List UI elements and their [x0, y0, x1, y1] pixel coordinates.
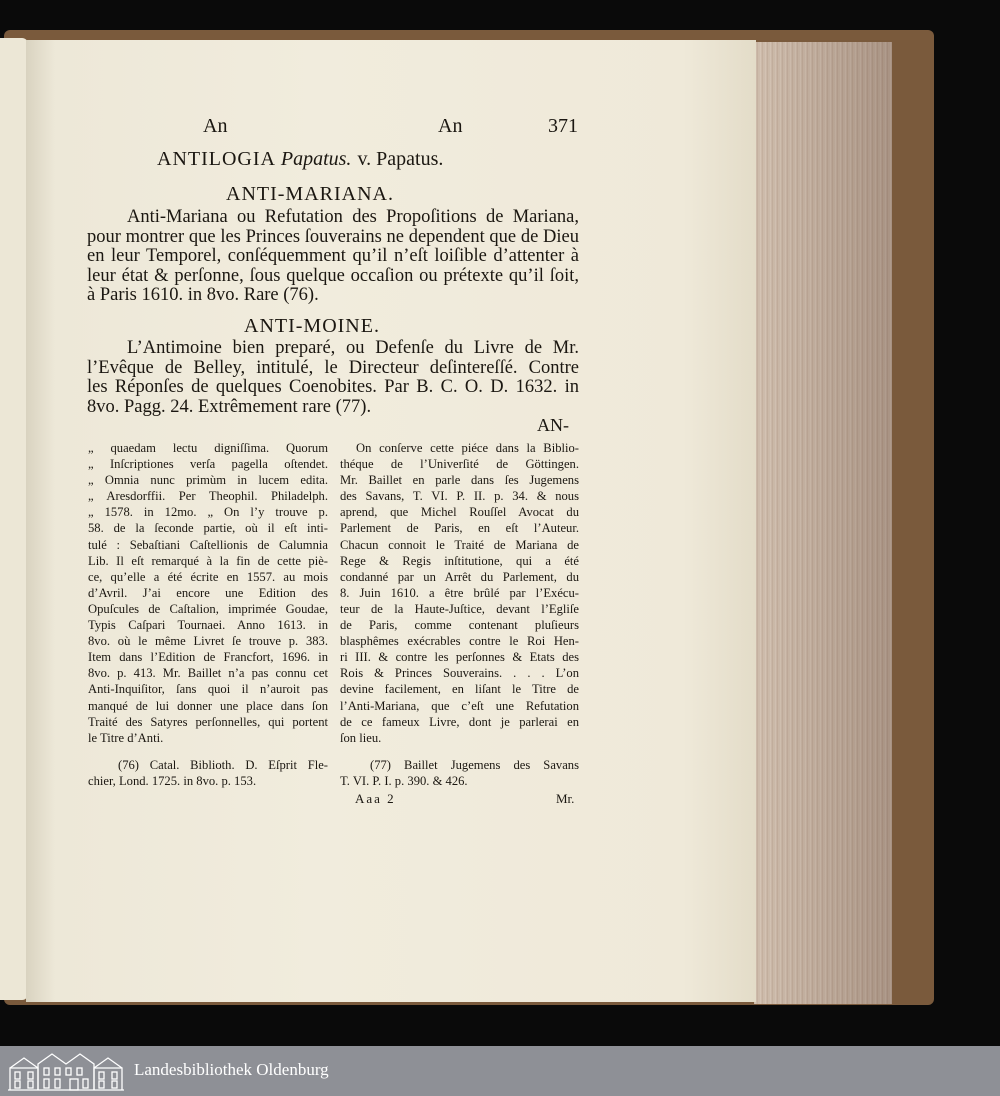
- note-line: chier, Lond. 1725. in 8vo. p. 153.: [88, 774, 257, 789]
- note-line: devine facilement, en liſant le Titre de: [340, 682, 579, 697]
- note-line: 58. de la ſeconde partie, où il eſt inti-: [88, 521, 328, 536]
- page-number: 371: [548, 115, 578, 137]
- body-line: à Paris 1610. in 8vo. Rare (76).: [87, 285, 319, 305]
- entry-antilogia-name: ANTILOGIA: [157, 148, 275, 170]
- left-page-edge: [0, 38, 28, 1000]
- note-line: „ Aresdorffii. Per Theophil. Philadelph.: [88, 489, 328, 504]
- note-line: Item dans l’Edition de Francfort, 1696. in: [88, 650, 328, 665]
- note-line: ce, qu’elle a été écrite en 1557. au mois: [88, 569, 328, 584]
- note-line: 8. Juin 1610. a être brûlé par l’Exécu-: [340, 585, 579, 600]
- running-head-left: An: [203, 115, 228, 137]
- body-line: l’Evêque de Belley, intitulé, le Directeur deſintereſſé. Contre: [87, 357, 579, 378]
- body-line: leur état & perſonne, ſous quelque occaſion ou prétexte qu’il ſoit,: [87, 265, 579, 286]
- library-building-icon: [8, 1050, 124, 1092]
- signature-mark: Aaa 2: [355, 791, 396, 806]
- note-line: blasphêmes exécrables contre le Roi Hen-: [340, 634, 579, 649]
- entry-antimoine-title: ANTI-MOINE.: [244, 315, 380, 337]
- entry-antilogia-rest: v. Papatus.: [357, 148, 444, 170]
- note-line: manqué de lui donner une place dans ſon: [88, 698, 328, 713]
- page-block-edge: [754, 42, 892, 1004]
- note-line: des Savans, T. VI. P. II. p. 34. & nous: [340, 489, 579, 504]
- running-head-center: An: [438, 115, 463, 137]
- notes-right-column: [340, 440, 579, 746]
- note-line: Chacun connoit le Traité de Mariana de: [340, 537, 579, 552]
- body-line: en leur Temporel, conſéquemment qu’il n’eſt loiſible d’attenter à: [87, 246, 579, 266]
- note-line: théque de l’Univerſité de Göttingen.: [340, 457, 579, 472]
- body-line: L’Antimoine bien preparé, ou Defenſe du Livre de Mr.: [127, 338, 579, 358]
- entry-antimariana-title: ANTI-MARIANA.: [226, 183, 394, 205]
- note-line: (77) Baillet Jugemens des Savans: [370, 758, 579, 772]
- note-line: „ Omnia nunc primùm in lucem edita.: [88, 473, 328, 488]
- note-line: le Titre d’Anti.: [88, 730, 164, 745]
- note-line: Mr. Baillet en parle dans ſes Jugemens: [340, 473, 579, 488]
- note-line: On conſerve cette piéce dans la Biblio-: [356, 441, 579, 455]
- note-line: Lib. Il eſt remarqué à la fin de cette piè-: [88, 553, 328, 568]
- library-name: Landesbibliothek Oldenburg: [134, 1060, 329, 1079]
- body-line: Anti-Mariana ou Refutation des Propoſitions de Mariana,: [127, 207, 579, 227]
- note-line: Opuſcules de Caſtalion, imprimée Goudae,: [88, 601, 328, 616]
- note-line: „ quaedam lectu digniſſima. Quorum: [88, 441, 328, 455]
- note-line: d’Avril. J’ai encore une Edition des: [88, 585, 328, 600]
- entry-antimariana-body: [87, 208, 579, 306]
- body-line: pour montrer que les Princes ſouverains ne dependent que de Dieu: [87, 226, 579, 247]
- notes-left-column: [88, 440, 328, 746]
- note-line: T. VI. P. I. p. 390. & 426.: [340, 774, 468, 789]
- note-line: tulé : Sebaſtiani Caſtellionis de Calumnia: [88, 537, 328, 552]
- footnote-76: [88, 757, 328, 789]
- note-line: Rege & Regis inſtitutione, qui a été: [340, 553, 579, 568]
- note-line: l’Anti-Mariana, que c’eſt une Refutation: [340, 698, 579, 713]
- note-line: ſon lieu.: [340, 730, 382, 745]
- note-line: condanné par un Arrêt du Parlement, du: [340, 569, 579, 584]
- catchword-an: AN-: [537, 415, 569, 435]
- note-line: Parlement de Paris, en eſt l’Auteur.: [340, 521, 579, 536]
- note-line: teur de la Haute-Juſtice, devant l’Egliſe: [340, 601, 579, 616]
- note-line: Typis Caſpari Tournaei. Anno 1613. in: [88, 618, 328, 633]
- note-line: de ce fameux Livre, dont je parlerai en: [340, 714, 579, 729]
- note-line: (76) Catal. Biblioth. D. Eſprit Fle-: [118, 758, 328, 772]
- note-line: 8vo. où le même Livret ſe trouve p. 383.: [88, 634, 328, 649]
- entry-antilogia: [157, 148, 443, 171]
- library-footer: [0, 1046, 1000, 1096]
- note-line: Anti-Inquiſitor, ſans quoi il n’auroit pas: [88, 682, 328, 697]
- note-line: de Paris, comme contenant pluſieurs: [340, 618, 579, 633]
- note-line: Traité des Satyres perſonnelles, qui portent: [88, 714, 328, 729]
- entry-antimoine-body: [87, 339, 579, 417]
- body-line: les Réponſes de quelques Coenobites. Par B. C. O. D. 1632. in: [87, 377, 579, 397]
- note-line: ri III. & contre les perſonnes & Etats des: [340, 650, 579, 665]
- body-line: 8vo. Pagg. 24. Extrêmement rare (77).: [87, 396, 372, 417]
- note-line: aprend, que Michel Rouſſel Avocat du: [340, 505, 579, 520]
- page-catchword: Mr.: [556, 791, 575, 806]
- footnote-77: [340, 757, 579, 789]
- note-line: 8vo. p. 413. Mr. Baillet n’a pas connu cet: [88, 666, 328, 681]
- note-line: „ 1578. in 12mo. „ On l’y trouve p.: [88, 505, 328, 520]
- note-line: Rois & Princes Souverains. . . . L’on: [340, 666, 579, 681]
- note-line: „ Inſcriptiones verſa pagella oſtendet.: [88, 457, 328, 472]
- entry-antilogia-italic: Papatus.: [280, 148, 352, 170]
